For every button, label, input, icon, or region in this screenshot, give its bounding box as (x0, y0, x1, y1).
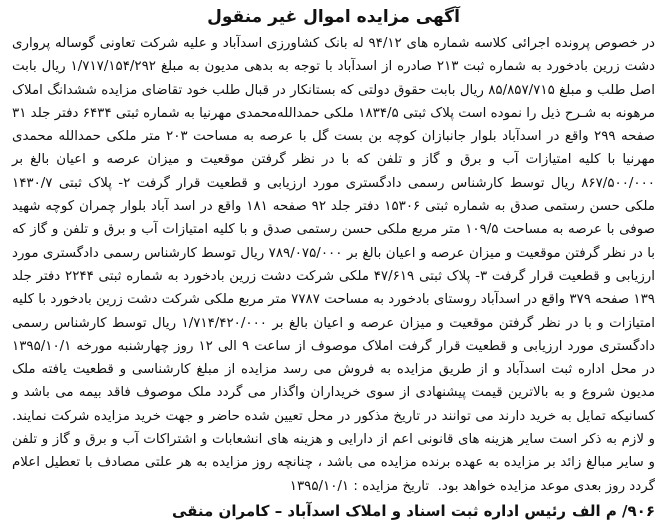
auction-date-value: ۱۳۹۵/۱۰/۱ (289, 478, 350, 494)
footer-code: ۹۰۶/ م الف (571, 501, 655, 520)
footer-signatory: رئیس اداره ثبت اسناد و املاک اسدآباد – کامران منقی (171, 501, 566, 520)
notice-body (12, 32, 655, 498)
notice-title: آگهی مزایده اموال غیر منقول (207, 7, 460, 27)
auction-date-label: تاریخ مزایده : (353, 478, 430, 494)
notice-paragraph: در خصوص پرونده اجرائی کلاسه شماره های ۹۴/۱۲ له بانک کشاورزی اسدآباد و علیه شرکت تعاونی گوساله پرواری دشت زرین بادخورد به شماره ثبت ۲۱۳ صادره از اسدآباد با توجه به بدهی مدیون به مبلغ ۱/۷۱۷/۱۵۴/۲۹۲ ریال بابت اصل طلب و مبلغ ۸۵/۸۵۷/۷۱۵ ریال بابت حقوق دولتی که بستانکار در قبال طلب خود تقاضای مزایده ششدانگ املاک مرهونه به شـرح ذیل را نموده است پلاک ثبتی ۱۸۳۴/۵ ملکی حمدالله‌محمدی مهرنیا به شماره ثبتی ۶۴۳۴ دفتر جلد ۳۱ صفحه ۲۹۹ واقع در اسدآباد بلوار جانبازان کوچه بن بست گل با عرصه به مساحت ۲۰۳ متر ملکی حمدالله محمدی مهرنیا با کلیه امتیازات آب و برق و گاز و تلفن که با در نظر گرفتن موقعیت و میزان عرصه و اعیان بالغ بر ۸۶۷/۵۰۰/۰۰۰ ریال توسط کارشناس رسمی دادگستری مورد ارزیابی و قطعیت قرار گرفت ۲- پلاک ثبتی ۱۴۳۰/۷ ملکی حسن رستمی صدق به شماره ثبتی ۱۵۳۰۶ دفتر جلد ۹۲ صفحه ۱۸۱ واقع در اسد آباد بلوار چمران کوچه شهید صوفی با عرصه به مساحت ۱۰۹/۵ متر مربع ملکی حسن رستمی صدق و با کلیه امتیازات آب و برق و تلفن و گاز که با در نظر گرفتن موقعیت و میزان عرصه و اعیان بالغ بر ۷۸۹/۰۷۵/۰۰۰ ریال توسط کارشناس رسمی دادگستری مورد ارزیابی و قطعیت قرار گرفت ۳- پلاک ثبتی ۴۷/۶۱۹ ملکی شرکت دشت زرین بادخورد به شماره ثبتی ۲۲۴۴ دفتر جلد ۱۳۹ صفحه ۳۷۹ واقع در اسدآباد روستای بادخورد به مساحت ۷۷۸۷ متر مربع ملکی شرکت دشت زرین بادخورد با کلیه امتیازات و با در نظر گرفتن موقعیت و میزان عرصه و اعیان بالغ بر ۱/۷۱۴/۴۲۰/۰۰۰ ریال توسط کارشناس رسمی دادگستری مورد ارزیابی و قطعیت قرار گرفت املاک موصوف از ساعت ۹ الی ۱۲ روز چهارشنبه مورخه ۱۳۹۵/۱۰/۱ در محل اداره ثبت اسدآباد و از طریق مزایده به فروش می رسد مزایده از مبلغ کارشناسی و قطعیت یافته ملک مدیون شروع و به بالاترین قیمت پیشنهادی از سوی خریداران واگذار می گردد ملک موصوف فاقد بیمه می باشد و کسانیکه تمایل به خرید دارند می توانند در تاریخ مذکور در محل تعیین شده حاضر و جهت خرید مزایده شرکت نمایند. و لازم به ذکر است سایر هزینه های قانونی اعم از دارایی و هزینه های انشعابات و اشتراکات آب و برق و گاز و تلفن و سایر مبالغ زائد بر مزایده به عهده برنده مزایده می باشد ، چنانچه روز مزایده به هر علتی مصادف با تعطیل اعلام گردد روز بعدی موعد مزایده خواهد بود. (12, 36, 656, 494)
notice-footer (12, 500, 655, 522)
